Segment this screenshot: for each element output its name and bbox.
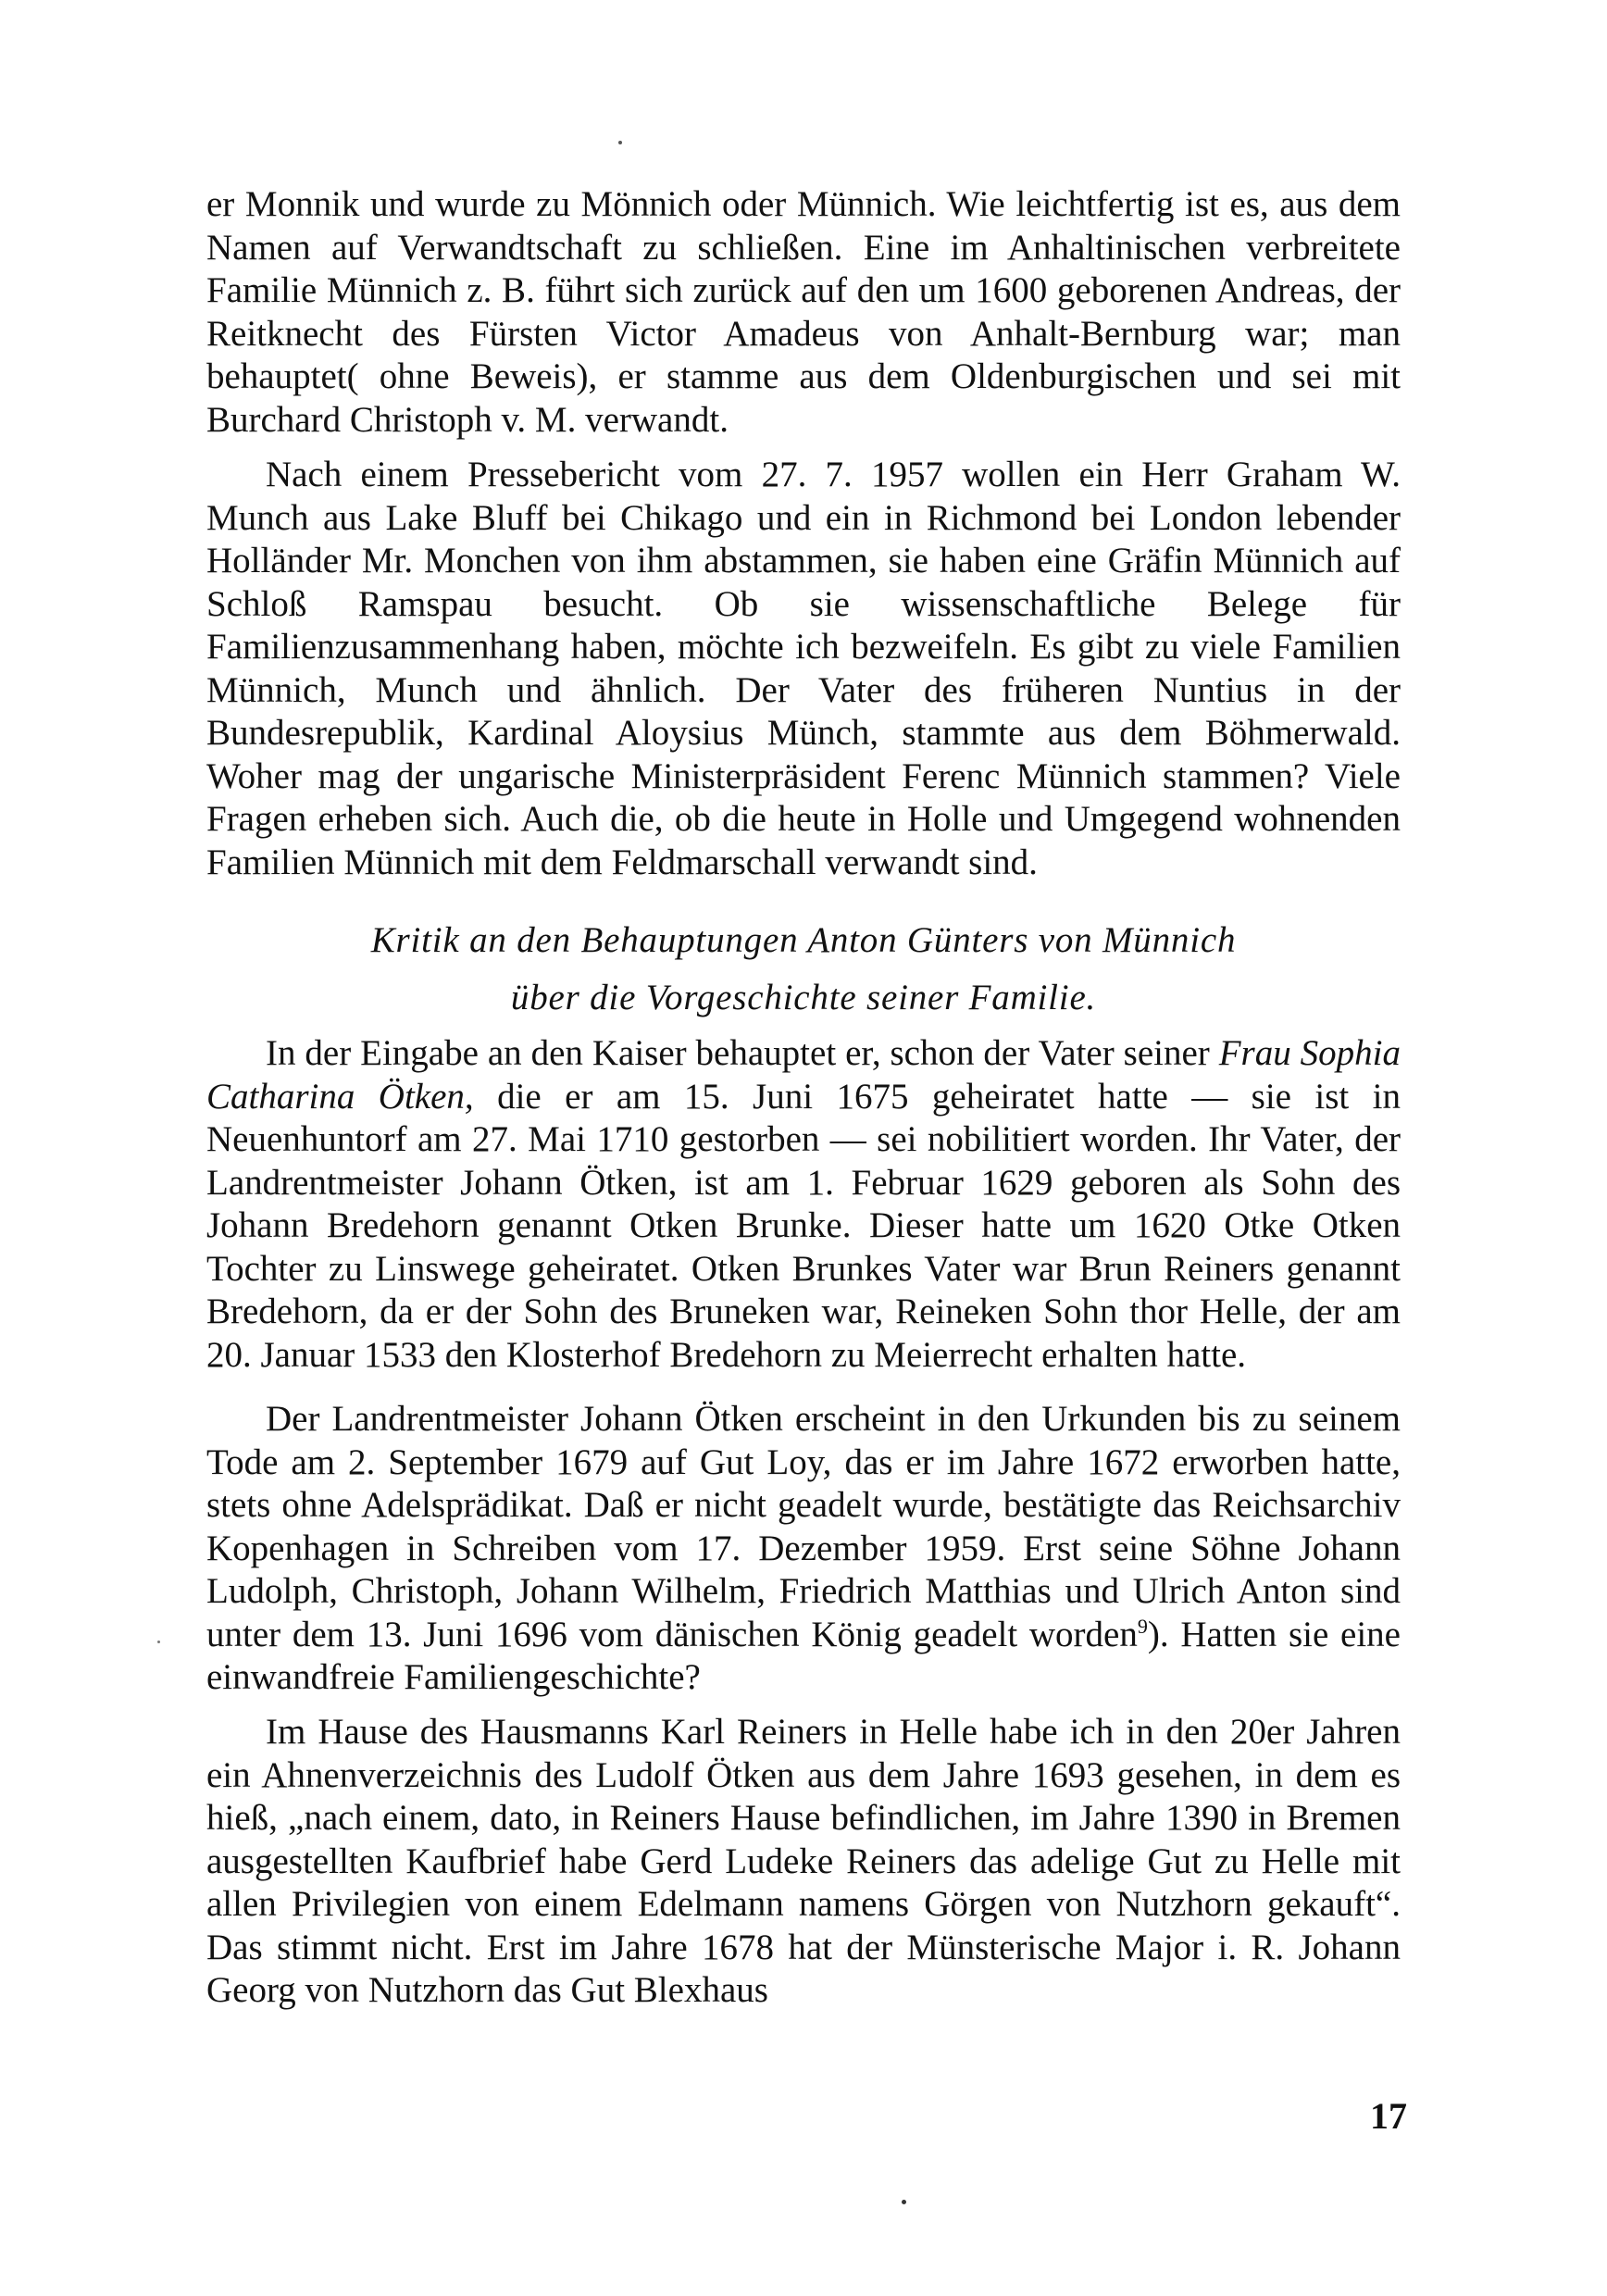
paragraph	[206, 454, 1401, 884]
section-heading	[206, 912, 1401, 1027]
paragraph-text: er Monnik und wurde zu Mönnich oder Münnich. Wie leichtfertig ist es, aus dem Namen auf Verwandtschaft zu schließen. Eine im Anhaltinischen verbreitete Familie Münnich z. B. führt sich zurück auf den um 1600 geborenen Andreas, der Reitknecht des Fürsten Victor Amadeus von Anhalt-Bernburg war; man behauptet( ohne Beweis), er stamme aus dem Oldenburgischen und sei mit Burchard Christoph v. M. verwandt.	[206, 184, 1401, 440]
scan-speck	[902, 2200, 906, 2204]
paragraph-text-start: In der Eingabe an den Kaiser behauptet er, schon der Vater seiner	[266, 1033, 1219, 1073]
footnote-marker: 9	[1137, 1614, 1148, 1638]
paragraph-text	[206, 1032, 1401, 1377]
paragraph	[206, 1711, 1401, 2013]
paragraph-text-main: Der Landrentmeister Johann Ötken erscheint in den Urkunden bis zu seinem Tode am 2. September 1679 auf Gut Loy, das er im Jahre 1672 erworben hatte, stets ohne Adelsprädikat. Daß er nicht geadelt wurde, bestätigte das Reichsarchiv Kopenhagen in Schreiben vom 17. Dezember 1959. Erst seine Söhne Johann Ludolph, Christoph, Johann Wilhelm, Friedrich Matthias und Ulrich Anton sind unter dem 13. Juni 1696 vom dänischen König geadelt worden	[206, 1399, 1401, 1654]
scan-speck	[618, 141, 622, 144]
scan-speck	[157, 1641, 160, 1643]
paragraph-text: Im Hause des Hausmanns Karl Reiners in Helle habe ich in den 20er Jahren ein Ahnenverzeichnis des Ludolf Ötken aus dem Jahre 1693 gesehen, in dem es hieß, „nach einem, dato, in Reiners Hause befindlichen, im Jahre 1390 in Bremen ausgestellten Kaufbrief habe Gerd Ludeke Reiners das adelige Gut zu Helle mit allen Privilegien von einem Edelmann namens Görgen von Nutzhorn gekauft“. Das stimmt nicht. Erst im Jahre 1678 hat der Münsterische Major i. R. Johann Georg von Nutzhorn das Gut Blexhaus	[206, 1712, 1401, 2010]
section-heading-line-2: über die Vorgeschichte seiner Familie.	[510, 978, 1097, 1017]
paragraph-text-end: ). Hatten sie eine einwandfreie Familiengeschichte?	[206, 1614, 1401, 1697]
paragraph	[206, 1398, 1401, 1700]
paragraph-text-italic-name: Frau Sophia Catharina Ötken,	[206, 1033, 1401, 1117]
paragraph-text-end: die er am 15. Juni 1675 geheiratet hatte — sie ist in Neuenhuntorf am 27. Mai 1710 gestorben — sei nobilitiert worden. Ihr Vater, der Landrentmeister Johann Ötken, ist am 1. Februar 1629 geboren als Sohn des Johann Bredehorn genannt Otken Brunke. Dieser hatte um 1620 Otke Otken Tochter zu Linswege geheiratet. Otken Brunkes Vater war Brun Reiners genannt Bredehorn, da er der Sohn des Bruneken war, Reineken Sohn thor Helle, der am 20. Januar 1533 den Klosterhof Bredehorn zu Meierrecht erhalten hatte.	[206, 1076, 1401, 1375]
paragraph	[206, 1032, 1401, 1377]
section-heading-line-1: Kritik an den Behauptungen Anton Günters von Münnich	[370, 920, 1237, 960]
paragraph-text	[206, 1398, 1401, 1700]
paragraph-text: Nach einem Pressebericht vom 27. 7. 1957 wollen ein Herr Graham W. Munch aus Lake Bluff bei Chikago und ein in Richmond bei London lebender Holländer Mr. Monchen von ihm abstammen, sie haben eine Gräfin Münnich auf Schloß Ramspau besucht. Ob sie wissenschaftliche Belege für Familienzusammenhang haben, möchte ich bezweifeln. Es gibt zu viele Familien Münnich, Munch und ähnlich. Der Vater des früheren Nuntius in der Bundesrepublik, Kardinal Aloysius Münch, stammte aus dem Böhmerwald. Woher mag der ungarische Ministerpräsident Ferenc Münnich stammen? Viele Fragen erheben sich. Auch die, ob die heute in Holle und Umgegend wohnenden Familien Münnich mit dem Feldmarschall verwandt sind.	[206, 455, 1401, 882]
paragraph-continued	[206, 183, 1401, 442]
page-number: 17	[1370, 2095, 1407, 2137]
